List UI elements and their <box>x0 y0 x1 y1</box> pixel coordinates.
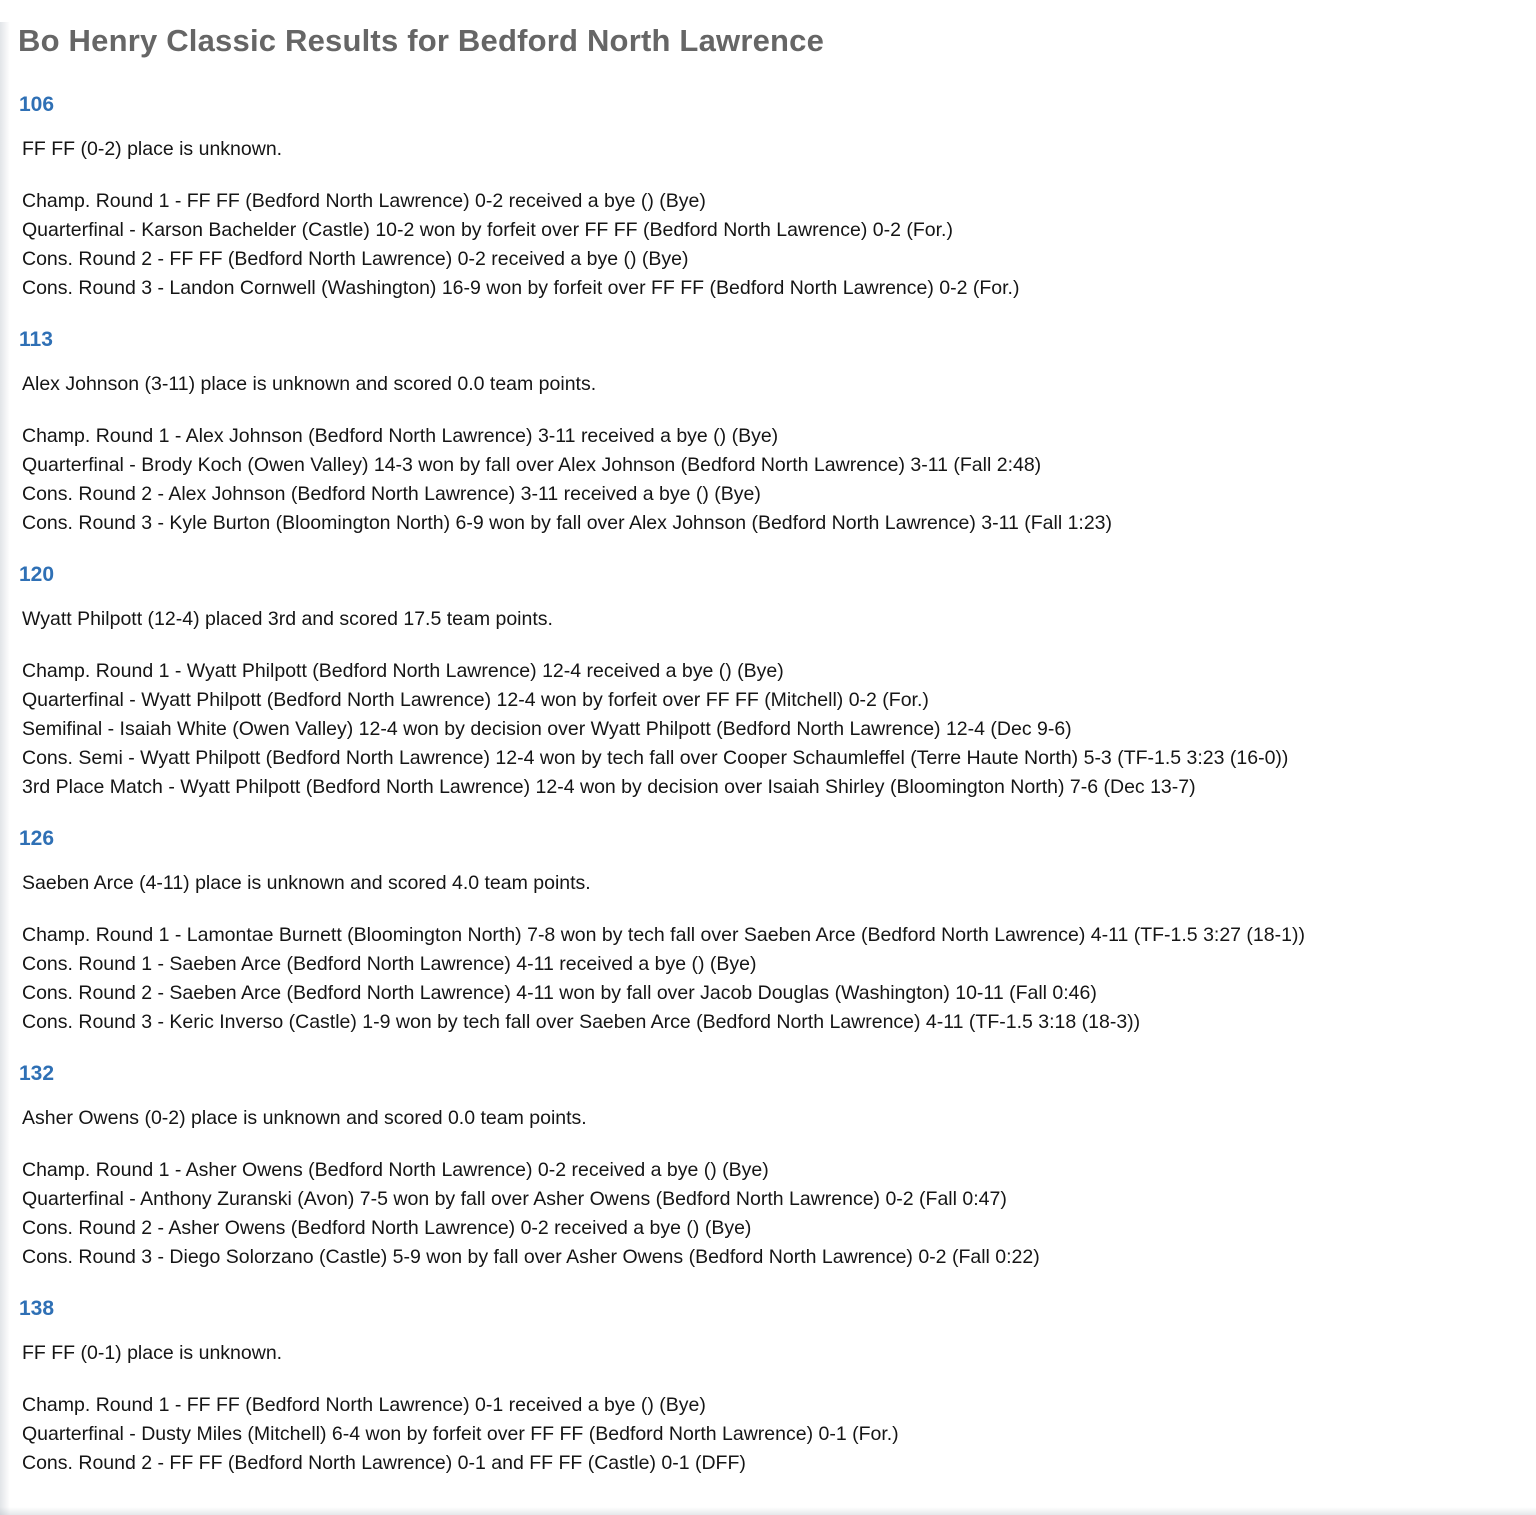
weight-class-heading-120[interactable]: 120 <box>19 563 55 586</box>
wrestler-summary-126: Saeben Arce (4-11) place is unknown and scored 4.0 team points. <box>22 872 591 894</box>
weight-class-heading-106[interactable]: 106 <box>19 93 55 116</box>
match-results-120 <box>22 657 1506 802</box>
weight-class-heading-113[interactable]: 113 <box>19 328 53 351</box>
match-result-line: Cons. Round 3 - Landon Cornwell (Washington) 16-9 won by forfeit over FF FF (Bedford North Lawrence) 0-2 (For.) <box>22 277 1020 299</box>
weight-class-section-138 <box>19 1296 1506 1478</box>
match-result-line: Champ. Round 1 - FF FF (Bedford North Lawrence) 0-2 received a bye () (Bye) <box>22 190 706 212</box>
match-result-line: Cons. Round 2 - FF FF (Bedford North Lawrence) 0-2 received a bye () (Bye) <box>22 248 689 270</box>
match-result-line: Semifinal - Isaiah White (Owen Valley) 12-4 won by decision over Wyatt Philpott (Bedford North Lawrence) 12-4 (Dec 9-6) <box>22 718 1072 740</box>
weight-class-heading-126[interactable]: 126 <box>19 827 55 850</box>
match-result-line: Cons. Round 2 - Saeben Arce (Bedford North Lawrence) 4-11 won by fall over Jacob Douglas (Washington) 10-11 (Fall 0:46) <box>22 982 1097 1004</box>
match-result-line: Quarterfinal - Anthony Zuranski (Avon) 7-5 won by fall over Asher Owens (Bedford North Lawrence) 0-2 (Fall 0:47) <box>22 1188 1007 1210</box>
page-title: Bo Henry Classic Results for Bedford North Lawrence <box>18 23 825 58</box>
weight-class-section-106 <box>19 92 1506 303</box>
match-result-line: Cons. Semi - Wyatt Philpott (Bedford North Lawrence) 12-4 won by tech fall over Cooper Schaumleffel (Terre Haute North) 5-3 (TF-1.5 3:23 (16-0)) <box>22 747 1289 769</box>
wrestler-summary-106: FF FF (0-2) place is unknown. <box>22 138 283 160</box>
weight-class-section-120 <box>19 562 1506 802</box>
match-results-106 <box>22 187 1506 303</box>
match-results-132 <box>22 1156 1506 1272</box>
match-result-line: Champ. Round 1 - FF FF (Bedford North Lawrence) 0-1 received a bye () (Bye) <box>22 1394 706 1416</box>
match-result-line: Cons. Round 3 - Kyle Burton (Bloomington North) 6-9 won by fall over Alex Johnson (Bedford North Lawrence) 3-11 (Fall 1:23) <box>22 512 1113 534</box>
weight-class-section-113 <box>19 327 1506 538</box>
match-results-126 <box>22 921 1506 1037</box>
match-result-line: Champ. Round 1 - Lamontae Burnett (Bloomington North) 7-8 won by tech fall over Saeben Arce (Bedford North Lawrence) 4-11 (TF-1.5 3:27 (18-1)) <box>22 924 1305 946</box>
weight-class-section-132 <box>19 1061 1506 1272</box>
weight-class-section-126 <box>19 826 1506 1037</box>
match-result-line: Cons. Round 2 - FF FF (Bedford North Lawrence) 0-1 and FF FF (Castle) 0-1 (DFF) <box>22 1452 746 1474</box>
match-result-line: Champ. Round 1 - Alex Johnson (Bedford North Lawrence) 3-11 received a bye () (Bye) <box>22 425 779 447</box>
match-result-line: Quarterfinal - Wyatt Philpott (Bedford North Lawrence) 12-4 won by forfeit over FF FF (Mitchell) 0-2 (For.) <box>22 689 929 711</box>
match-result-line: 3rd Place Match - Wyatt Philpott (Bedford North Lawrence) 12-4 won by decision over Isaiah Shirley (Bloomington North) 7-6 (Dec 13-7) <box>22 776 1196 798</box>
weight-class-heading-132[interactable]: 132 <box>19 1062 55 1085</box>
results-page <box>0 22 1536 1498</box>
weight-class-heading-138[interactable]: 138 <box>19 1297 55 1320</box>
match-result-line: Cons. Round 3 - Diego Solorzano (Castle) 5-9 won by fall over Asher Owens (Bedford North Lawrence) 0-2 (Fall 0:22) <box>22 1246 1040 1268</box>
match-result-line: Cons. Round 2 - Asher Owens (Bedford North Lawrence) 0-2 received a bye () (Bye) <box>22 1217 752 1239</box>
page-edge-shadow-bottom <box>0 1507 1536 1515</box>
match-result-line: Cons. Round 3 - Keric Inverso (Castle) 1-9 won by tech fall over Saeben Arce (Bedford North Lawrence) 4-11 (TF-1.5 3:18 (18-3)) <box>22 1011 1141 1033</box>
match-result-line: Champ. Round 1 - Asher Owens (Bedford North Lawrence) 0-2 received a bye () (Bye) <box>22 1159 769 1181</box>
match-result-line: Quarterfinal - Brody Koch (Owen Valley) 14-3 won by fall over Alex Johnson (Bedford North Lawrence) 3-11 (Fall 2:48) <box>22 454 1042 476</box>
match-results-138 <box>22 1391 1506 1478</box>
match-result-line: Quarterfinal - Karson Bachelder (Castle) 10-2 won by forfeit over FF FF (Bedford North Lawrence) 0-2 (For.) <box>22 219 953 241</box>
match-result-line: Cons. Round 2 - Alex Johnson (Bedford North Lawrence) 3-11 received a bye () (Bye) <box>22 483 761 505</box>
wrestler-summary-138: FF FF (0-1) place is unknown. <box>22 1342 283 1364</box>
match-result-line: Champ. Round 1 - Wyatt Philpott (Bedford North Lawrence) 12-4 received a bye () (Bye) <box>22 660 784 682</box>
wrestler-summary-132: Asher Owens (0-2) place is unknown and scored 0.0 team points. <box>22 1107 587 1129</box>
wrestler-summary-120: Wyatt Philpott (12-4) placed 3rd and scored 17.5 team points. <box>22 608 553 630</box>
match-result-line: Cons. Round 1 - Saeben Arce (Bedford North Lawrence) 4-11 received a bye () (Bye) <box>22 953 757 975</box>
match-results-113 <box>22 422 1506 538</box>
match-result-line: Quarterfinal - Dusty Miles (Mitchell) 6-4 won by forfeit over FF FF (Bedford North Lawrence) 0-1 (For.) <box>22 1423 899 1445</box>
wrestler-summary-113: Alex Johnson (3-11) place is unknown and scored 0.0 team points. <box>22 373 597 395</box>
